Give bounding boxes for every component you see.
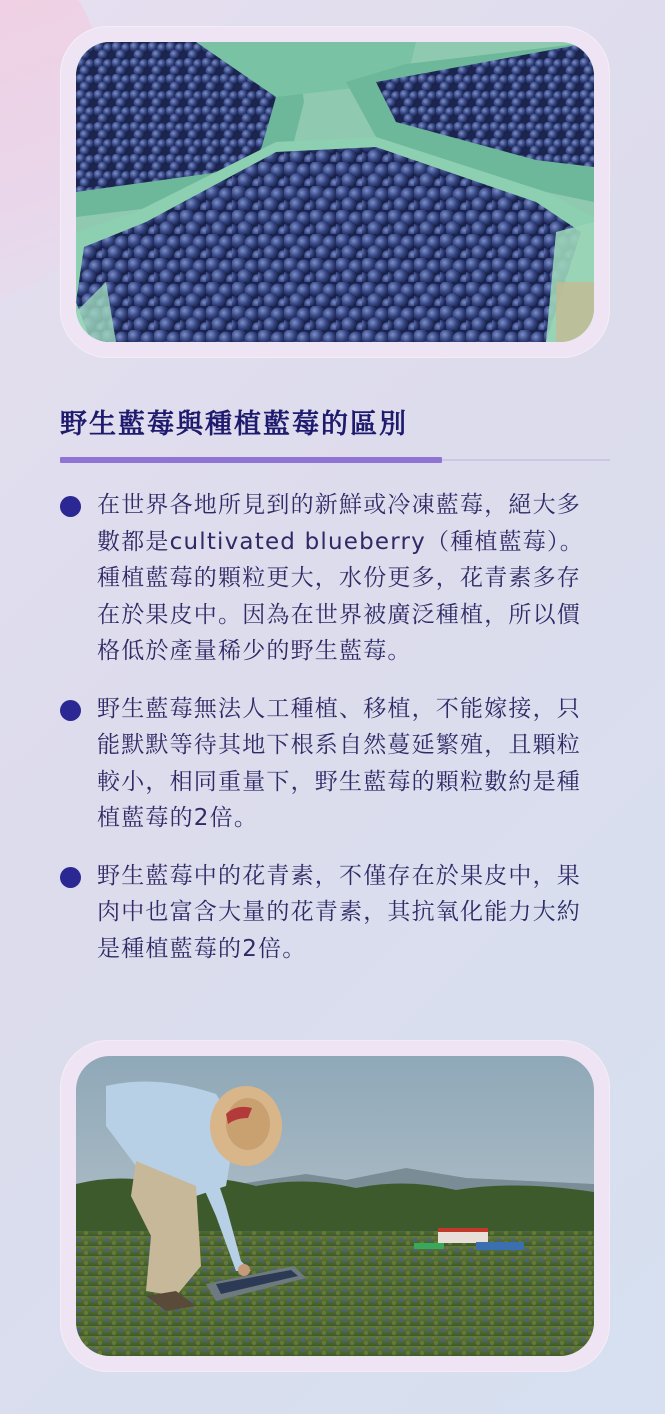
blueberry-baskets-photo <box>76 42 594 342</box>
section-title: 野生藍莓與種植藍莓的區別 <box>60 409 408 440</box>
bullet-dot-icon <box>60 867 81 888</box>
list-item-text: 野生藍莓中的花青素，不僅存在於果皮中，果肉中也富含大量的花青素，其抗氧化能力大約是種植藍莓的2倍。 <box>97 862 581 962</box>
comparison-list <box>60 487 600 988</box>
blueberry-field-photo-frame <box>60 1040 610 1372</box>
bullet-dot-icon <box>60 496 81 517</box>
list-item-text: 野生藍莓無法人工種植、移植，不能嫁接，只能默默等待其地下根系自然蔓延繁殖，且顆粒較小，相同重量下，野生藍莓的顆粒數約是種植藍莓的2倍。 <box>97 695 581 831</box>
bullet-dot-icon <box>60 700 81 721</box>
blueberry-baskets-image <box>76 42 594 342</box>
list-item <box>60 691 600 837</box>
blueberry-field-image <box>76 1056 594 1356</box>
list-item <box>60 487 600 670</box>
blueberry-field-photo <box>76 1056 594 1356</box>
blueberry-baskets-photo-frame <box>60 26 610 358</box>
list-item-text: 在世界各地所見到的新鮮或冷凍藍莓，絕大多數都是cultivated blueberry（種植藍莓）。種植藍莓的顆粒更大，水份更多，花青素多存在於果皮中。因為在世界被廣泛種植，所以價格低於產量稀少的野生藍莓。 <box>97 492 584 664</box>
list-item <box>60 858 600 968</box>
section-divider <box>60 459 610 461</box>
divider-accent <box>60 457 442 463</box>
